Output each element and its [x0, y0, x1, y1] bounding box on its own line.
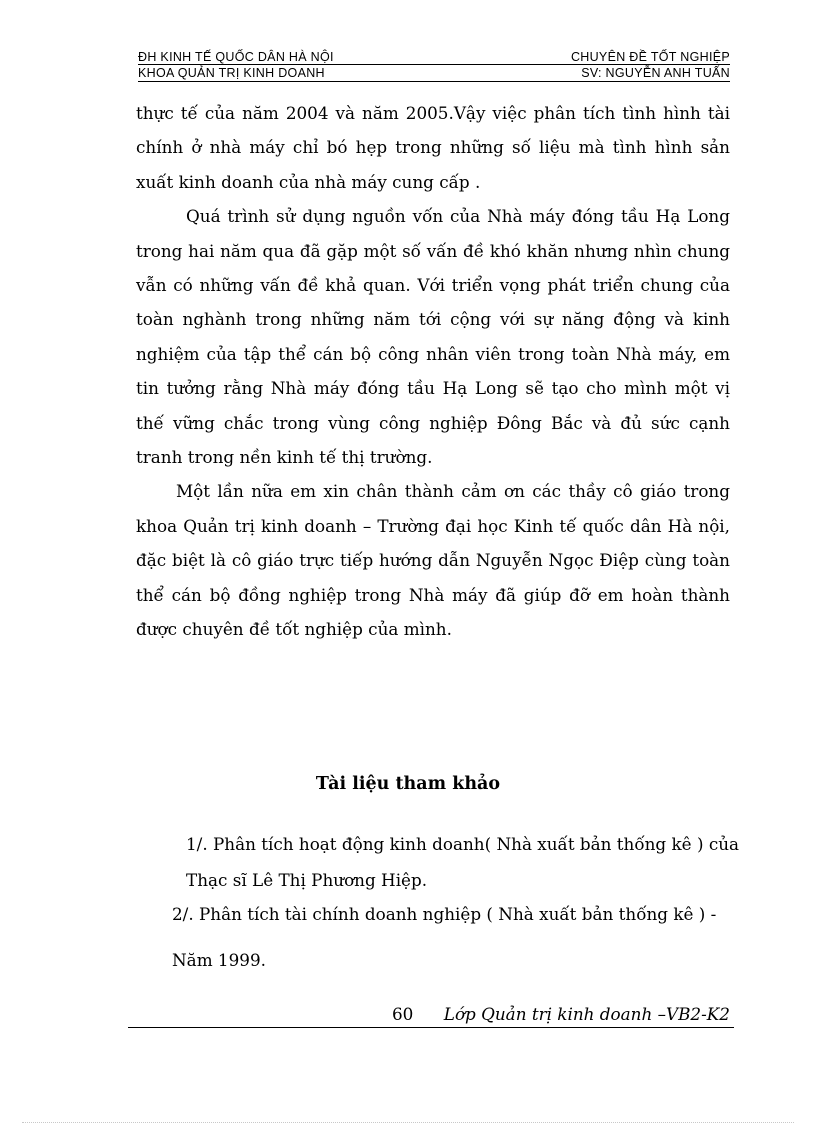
- reference-1-line-1: 1/. Phân tích hoạt động kinh doanh( Nhà xuất bản thống kê ) của: [186, 834, 740, 854]
- paragraph-1: thực tế của năm 2004 và năm 2005.Vậy việc phân tích tình hình tài chính ở nhà máy chỉ bó hẹp trong những số liệu mà tình hình sản xuất kinh doanh của nhà máy cung cấp .: [136, 103, 730, 192]
- header-line-1: [138, 50, 730, 64]
- page-number: 60: [392, 1004, 414, 1024]
- footer-class-label: Lớp Quản trị kinh doanh –VB2-K2: [443, 1004, 730, 1024]
- main-text: [136, 96, 730, 647]
- footer-rule: [128, 1027, 734, 1028]
- header-student: SV: NGUYỄN ANH TUẤN: [581, 66, 730, 80]
- header-faculty: KHOA QUẢN TRỊ KINH DOANH: [138, 66, 325, 80]
- header-rule: [138, 64, 730, 65]
- header-university: ĐH KINH TẾ QUỐC DÂN HÀ NỘI: [138, 50, 334, 64]
- header-document-type: CHUYÊN ĐỀ TỐT NGHIỆP: [570, 50, 730, 64]
- paragraph-3: Một lần nữa em xin chân thành cảm ơn các thầy cô giáo trong khoa Quản trị kinh doanh – Trường đại học Kinh tế quốc dân Hà nội, đặc biệt là cô giáo trực tiếp hướng dẫn Nguyễn Ngọc Điệp cùng toàn thể cán bộ đồng nghiệp trong Nhà máy đã giúp đỡ em hoàn thành được chuyên đề tốt nghiệp của mình.: [136, 481, 730, 640]
- header-line-2: [138, 66, 730, 80]
- reference-2-line-1: 2/. Phân tích tài chính doanh nghiệp ( Nhà xuất bản thống kê ) -: [172, 904, 717, 924]
- reference-2-line-2: Năm 1999.: [172, 950, 266, 970]
- references-title: Tài liệu tham khảo: [315, 774, 501, 794]
- header-rule-bottom: [138, 81, 730, 82]
- paragraph-2: Quá trình sử dụng nguồn vốn của Nhà máy đóng tầu Hạ Long trong hai năm qua đã gặp một số vấn đề khó khăn nhưng nhìn chung vẫn có những vấn đề khả quan. Với triển vọng phát triển chung của toàn nghành trong những năm tới cộng với sự năng động và kinh nghiệm của tập thể cán bộ công nhân viên trong toàn Nhà máy, em tin tưởng rằng Nhà máy đóng tầu Hạ Long sẽ tạo cho mình một vị thế vững chắc trong vùng công nghiệp Đông Bắc và đủ sức cạnh tranh trong nền kinh tế thị trường.: [136, 206, 730, 468]
- reference-1-line-2: Thạc sĩ Lê Thị Phương Hiệp.: [186, 870, 428, 890]
